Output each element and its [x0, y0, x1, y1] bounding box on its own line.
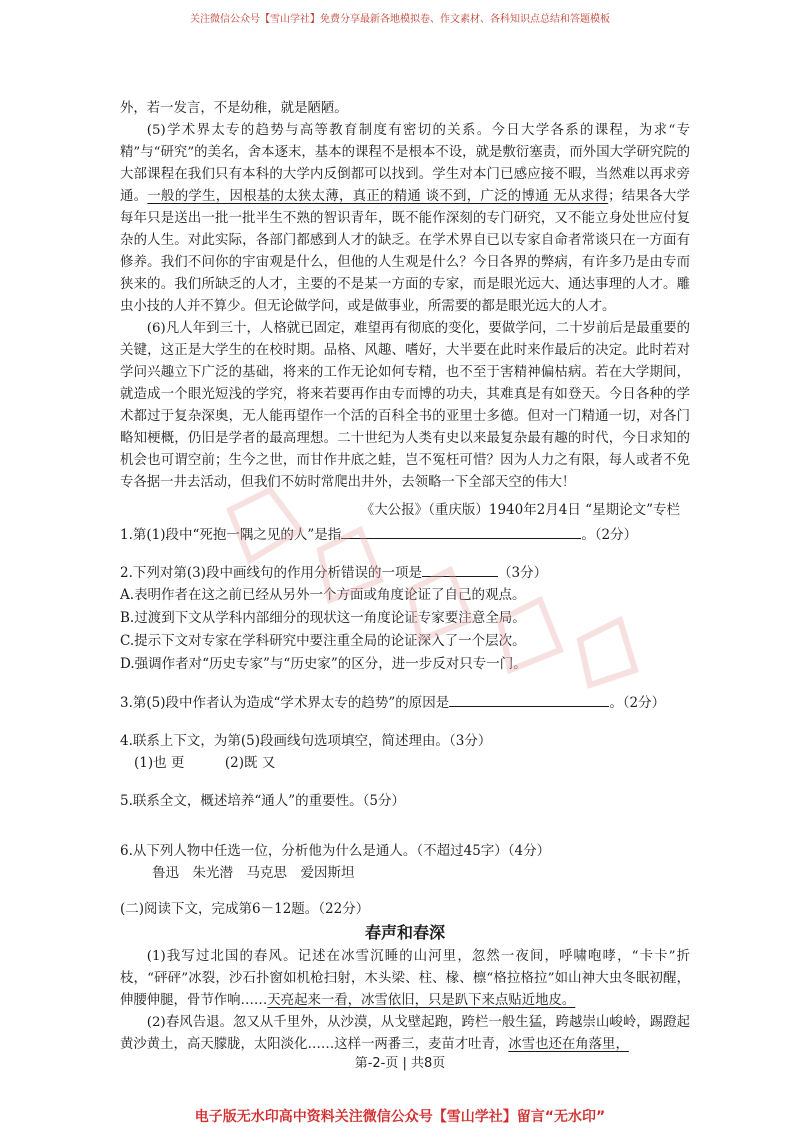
section-2-paragraph-1: (1)我写过北国的春风。记述在冰雪沉睡的山河里，忽然一夜间，呼啸咆哮，“卡卡”折枝，“砰砰”冰裂，沙石扑窗如机枪扫射，木头梁、柱、椽、檩“格拉格拉”如山神大虫冬眠初醒，伸腰伸腿，骨节作响……天亮起来一看，冰雪依旧，只是趴下来点贴近地皮。: [120, 949, 690, 1008]
question-4: 4.联系上下文，为第(5)段画线句选项填空，简述理由。（3分）: [120, 733, 492, 749]
page-content: [120, 98, 690, 1056]
passage-source: 《大公报》（重庆版）1940年2月4日 “星期论文”专栏: [360, 502, 680, 518]
question-6: 6.从下列人物中任选一位，分析他为什么是通人。（不超过45字）（4分）: [120, 843, 551, 859]
section-2-title: 春声和春深: [364, 923, 445, 942]
underlined-sentence-s2p2: 冰雪也还在角落里，: [508, 1037, 629, 1052]
page-number: 第-2-页 | 共8页: [354, 1056, 446, 1071]
underlined-sentence-s2p1: 天亮起来一看，冰雪依旧，只是趴下来点贴近地皮。: [267, 993, 576, 1008]
question-4-options: (1)也 更 (2)既 又: [134, 755, 276, 771]
question-2: 2.下列对第(3)段中画线句的作用分析错误的一项是 （3分）: [120, 562, 690, 584]
top-promo-note: 关注微信公众号【雪山学社】免费分享最新各地模拟卷、作文素材、各科知识点总结和答题模板: [190, 14, 610, 25]
question-5: 5.联系全文，概述培养“通人”的重要性。（5分）: [120, 793, 406, 809]
question-1: 1.第(1)段中“死抱一隅之见的人”是指 。（2分）: [120, 524, 690, 546]
section-2-paragraph-2: (2)春风告退。忽又从千里外，从沙漠，从戈壁起跑，跨栏一般生猛，跨越崇山峻岭，踢蹬起黄沙黄土，高天朦胧，太阳淡化……这样一两番三，麦苗才吐青，冰雪也还在角落里，: [120, 1015, 690, 1052]
passage-paragraph-5: (5)学术界太专的趋势与高等教育制度有密切的关系。今日大学各系的课程，为求“专精”与“研究”的美名，舍本逐末，基本的课程不是根本不设，就是敷衍塞责，而外国大学研究院的大部课程在我们只有本科的大学内反倒都可以找到。学生对本门已感应接不暇，当然难以再求旁通。一般的学生，因根基的太狭太薄，真正的精通 谈不到，广泛的博通 无从求得；结果各大学每年只是送出一批一批半生不熟的智识青年，既不能作深刻的专门研究，又不能立身处世应付复杂的人生。对此实际，各部门都感到人才的缺乏。在学术界自已以专家自命者常谈只在一方面有修养。我们不问你的宇宙观是什么，但他的人生观是什么？今日各界的弊病，有许多乃是由专而狭来的。我们所缺乏的人才，主要的不是某一方面的专家，而是眼光远大、通达事理的人才。雕虫小技的人并不算少。但无论做学问，或是做事业，所需要的都是眼光远大的人才。: [120, 123, 691, 314]
question-2-option-d: D.强调作者对“历史专家”与“历史家”的区分，进一步反对只专一门。: [120, 656, 527, 672]
section-2-intro: (二)阅读下文，完成第6－12题。（22分）: [120, 901, 370, 917]
question-2-option-c: C.提示下文对专家在学科研究中要注重全局的论证深入了一个层次。: [120, 633, 526, 649]
answer-blank[interactable]: [422, 562, 498, 577]
passage-paragraph-6: (6)凡人年到三十，人格就已固定，难望再有彻底的变化，要做学问，二十岁前后是最重要的关键，这正是大学生的在校时期。品格、风趣、嗜好，大半要在此时来作最后的决定。此时若对学问兴趣立下广泛的基础，将来的工作无论如何专精，也不至于害精神偏枯病。若在大学期间，就造成一个眼光短浅的学究，将来若要再作由专而博的功夫，其难真是有如登天。今日各种的学术都过于复杂深奥，无人能再望作一个活的百科全书的亚里士多德。但对一门精通一切，对各门略知梗概，仍旧是学者的最高理想。二十世纪为人类有史以来最复杂最有趣的时代，今日求知的机会也可谓空前；生今之世，而甘作井底之蛙，岂不冤枉可惜？因为人力之有限，每人或者不免专各据一井去活动，但我们不妨时常爬出井外，去领略一下全部天空的伟大！: [120, 321, 690, 490]
question-3: 3.第(5)段中作者认为造成“学术界太专的趋势”的原因是 。（2分）: [120, 692, 690, 714]
answer-blank[interactable]: [341, 524, 581, 539]
question-6-names: 鲁迅 朱光潜 马克思 爱因斯坦: [152, 865, 355, 881]
bottom-promo-note: 电子版无水印高中资料关注微信公众号【雪山学社】留言“无水印”: [194, 1109, 606, 1125]
answer-blank[interactable]: [449, 692, 609, 707]
question-2-option-b: B.过渡到下文从学科内部细分的现状这一角度论证专家要注意全局。: [120, 610, 526, 626]
passage-paragraph-continued: 外，若一发言，不是幼稚，就是陋陋。: [120, 101, 348, 116]
question-2-option-a: A.表明作者在这之前已经从另外一个方面或角度论证了自己的观点。: [120, 587, 526, 603]
underlined-sentence-p5: 一般的学生，因根基的太狭太薄，真正的精通 谈不到，广泛的博通 无从求得: [147, 189, 609, 204]
